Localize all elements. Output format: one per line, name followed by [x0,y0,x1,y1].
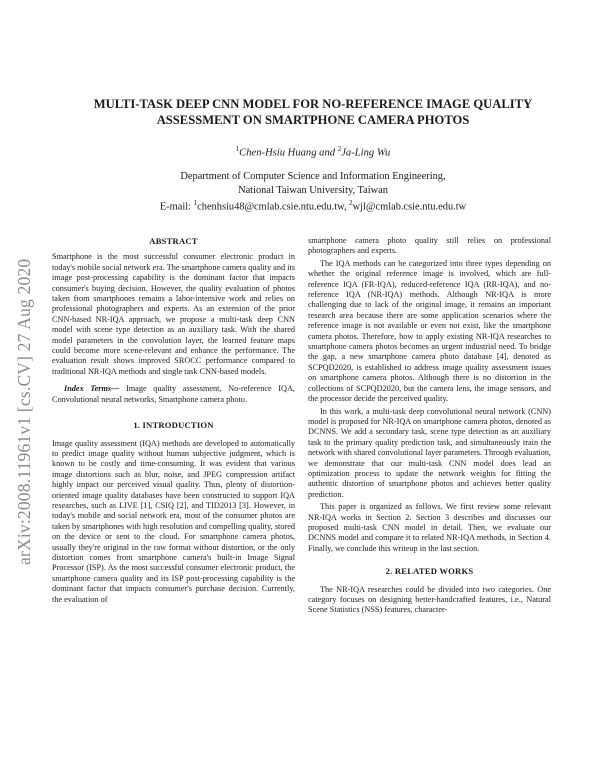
author-line [40,145,586,159]
intro-paragraph-2: The IQA methods can be categorized into three types depending on whether the original reference image is involved, which are full-reference IQA (FR-IQA), reduced-reference IQA (RR-IQA), and no-reference IQA (NR-IQA) methods. Although NR-IQA is more challenging due to lack of the original image, it remains an important research area because there are some application scenarios where the reference image is not available or even not exist, like the smartphone camera photos. Therefore, how to apply existing NR-IQA researches to smartphone camera photos becomes an urgent industrial need. To bridge the gap, a new smartphone camera photo database [4], denoted as SCPQD2020, is established to address image quality assessment issues on smartphone camera photos. Although there is no distortion in the collections of SCPQD2020, but the camera lens, the image sensors, and the processor decide the perceived quality. [308,258,551,404]
author-1-name: Chen-Hsiu Huang [239,147,317,159]
email-1[interactable]: chenhsiu48@cmlab.csie.ntu.edu.tw, [197,201,347,213]
affiliation-block [40,170,586,214]
intro-paragraph-4: This paper is organized as follows. We first review some relevant NR-IQA works in Section 2. Section 3 describes and discusses our proposed multi-task CNN model in detail. Then, we evaluate our DCNNS model and compare it to related NR-IQA methods, in Section 4. Finally, we conclude this writeup in the last section. [308,502,551,553]
intro-paragraph-1-cont: smartphone camera photo quality still relies on professional photographers and experts. [308,236,551,256]
related-paragraph-1: The NR-IQA researches could be divided into two categories. One category focuses on designing better-handcrafted features, i.e., Natural Scene Statistics (NSS) features, character- [308,584,551,615]
abstract-body: Smartphone is the most successful consumer electronic product in today's mobile social network era. The smartphone camera quality and its image post-processing capability is the dominant factor that impacts consumer's buying decision. However, the quality evaluation of photos taken from smartphones remains a labor-intensive work and relies on professional photographers and experts. As an extension of the prior CNN-based NR-IQA approach, we propose a multi-task deep CNN model with scene type detection as an auxiliary task. With the shared model parameters in the convolution layer, the learned feature maps could become more scene-relevant and enhance the performance. The evaluation result shows improved SROCC performance compared to traditional NR-IQA methods and single task CNN-based models. [52,252,295,376]
intro-paragraph-3: In this work, a multi-task deep convolutional neural network (CNN) model is proposed for NR-IQA on smartphone camera photos, denoted as DCNNS. We add a secondary task, scene type detection as an auxiliary task to the primary quality prediction task, and simultaneously train the network with shared convolutional layer parameters. Through evaluation, we demonstrate that our multi-task CNN model does lead an optimization process to update the network weights for fitting the authentic distortion of smartphone photos and achieves better quality prediction. [308,406,551,499]
affiliation-email-line [40,197,586,214]
author-2-mark: 2 [337,145,342,153]
affiliation-univ: National Taiwan University, Taiwan [238,184,388,196]
right-column [308,236,551,618]
author-2-name: Ja-Ling Wu [341,147,391,159]
email-1-mark: 1 [193,199,198,207]
title-line-2: ASSESSMENT ON SMARTPHONE CAMERA PHOTOS [156,113,470,127]
affiliation-dept: Department of Computer Science and Information Engineering, [180,171,446,182]
paper-title [40,96,586,128]
index-terms-label: Index Terms— [64,384,120,394]
email-2-mark: 2 [349,199,353,207]
related-heading: 2. RELATED WORKS [385,566,474,577]
author-and: and [319,147,336,159]
abstract-heading: ABSTRACT [149,236,198,246]
arxiv-stamp: arXiv:2008.11961v1 [cs.CV] 27 Aug 2020 [14,258,34,565]
left-column [52,236,295,607]
index-terms [52,384,295,405]
intro-heading: 1. INTRODUCTION [133,420,214,431]
email-2[interactable]: wjl@cmlab.csie.ntu.edu.tw [352,201,467,213]
title-line-1: MULTI-TASK DEEP CNN MODEL FOR NO-REFERENCE IMAGE QUALITY [93,97,533,111]
intro-paragraph-1: Image quality assessment (IQA) methods are developed to automatically to predict image quality without human subjective judgment, which is known to be costly and time-consuming. It was evident that various image distortions such as blur, noise, and JPEG compression artifact highly impact our perceived visual quality. Thus, plenty of distortion-oriented image quality databases have been constructed to support IQA researches, such as LIVE [1], CSIQ [2], and TID2013 [3]. However, in today's mobile and social network era, most of the consumer photos are taken by smartphones with high resolution and compelling quality, stored on the device or sent to the cloud. For smartphone camera photos, usually they're original in the raw format without distortion, or the only distortion comes from smartphone camera's built-in Image Signal Processor (ISP). As the most successful consumer electronic product, the smartphone camera quality and its ISP post-processing capability is the dominant factor that impacts consumer's purchase decision. Currently, the evaluation of [52,438,295,604]
email-label: E-mail: [159,201,192,213]
index-terms-text: Image quality assessment, No-reference IQA, Convolutional neural networks, Smartphone camera photo. [52,384,295,404]
author-1-mark: 1 [235,145,240,153]
